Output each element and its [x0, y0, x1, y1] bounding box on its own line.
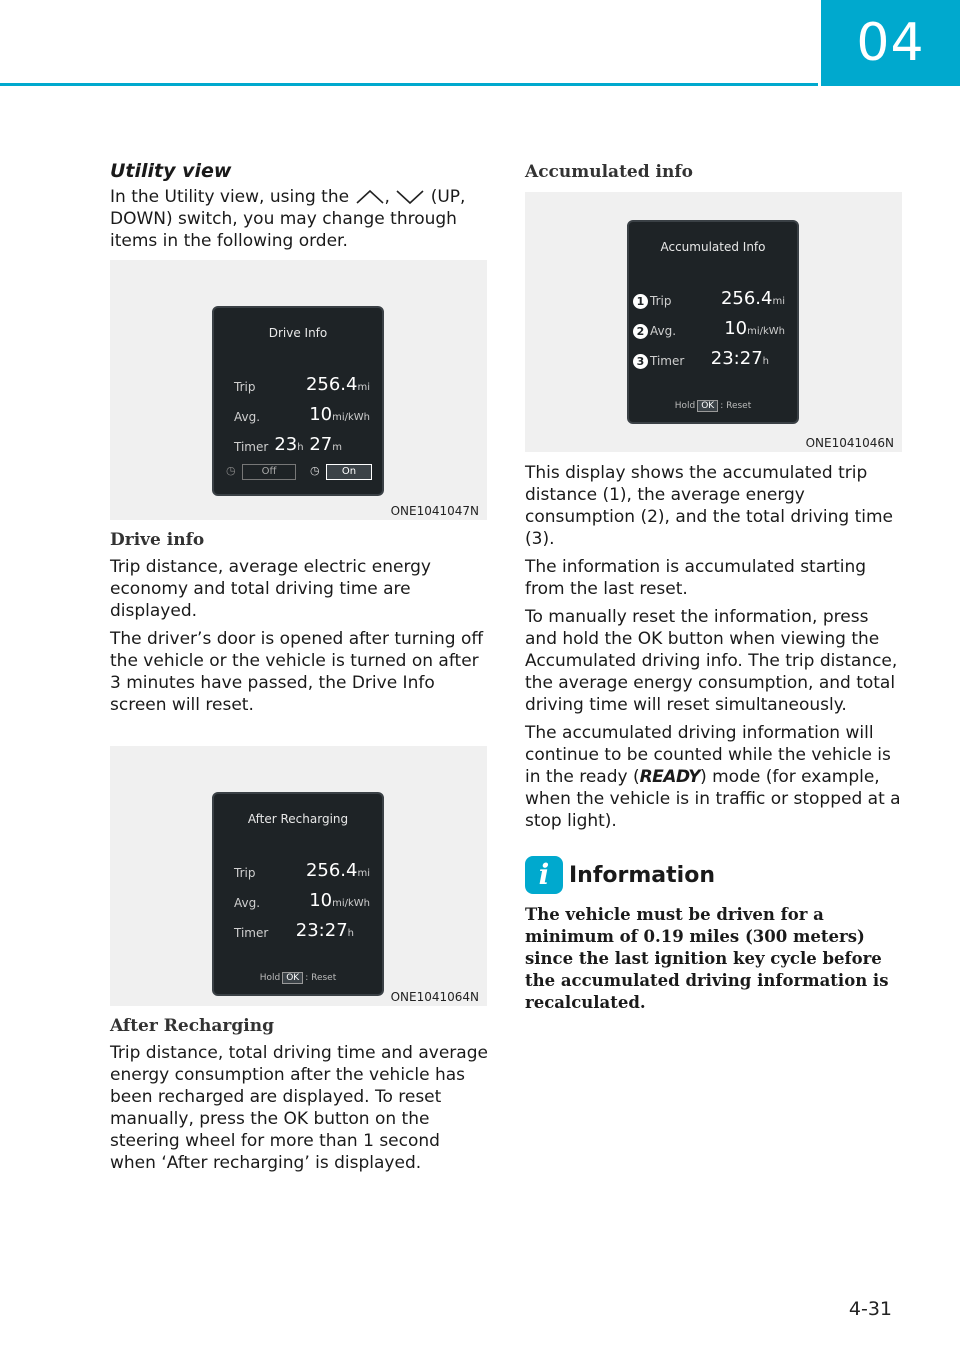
drive-info-p2: The driver’s door is opened after turning off the vehicle or the vehicle is turned on after 3 minutes have passed, the Drive Info screen will reset.: [110, 629, 484, 715]
information-title: Information: [569, 862, 715, 888]
drive-info-p1: Trip distance, average electric energy economy and total driving time are displayed.: [110, 557, 431, 621]
avg-label: 2 Avg.: [633, 324, 676, 339]
trip-row: [234, 374, 370, 398]
chevron-down-icon: [395, 189, 425, 205]
drive-info-screen: [212, 306, 384, 496]
accumulated-info-screen: [627, 220, 799, 424]
avg-value: 10mi/kWh: [309, 404, 370, 425]
timer-label: Timer: [234, 926, 269, 940]
trip-value: 256.4mi: [305, 374, 370, 395]
timer-row: [633, 348, 785, 372]
figure-code: ONE1041064N: [390, 990, 479, 1004]
screen-title: Accumulated Info: [660, 240, 766, 254]
page-number: 4-31: [848, 1298, 892, 1320]
figure-code: ONE1041046N: [805, 436, 894, 450]
intro-text-2: ,: [384, 187, 390, 207]
avg-row: [633, 318, 785, 342]
accumulated-p4: The accumulated driving information will continue to be counted while the vehicle is in the ready (READY) mode (for example, when the vehicle is in traffic or stopped at a stop light).: [525, 723, 901, 831]
chevron-up-icon: [355, 189, 385, 205]
figure-code: ONE1041047N: [390, 504, 479, 518]
chapter-number: 04: [821, 0, 960, 86]
trip-clock-icon: ◷: [226, 464, 236, 477]
avg-label: Avg.: [234, 896, 261, 910]
off-option: Off: [242, 464, 296, 480]
timer-value: 23:27h: [710, 348, 769, 369]
trip-row: [633, 288, 785, 312]
screen-title: After Recharging: [247, 812, 349, 826]
trip-label: Trip: [234, 866, 256, 880]
reset-hint: Hold OK : Reset: [259, 973, 337, 983]
avg-row: [234, 404, 370, 428]
after-recharging-screen: [212, 792, 384, 996]
drive-info-figure: [110, 260, 487, 520]
information-text: The vehicle must be driven for a minimum of 0.19 miles (300 meters) since the last ignition key cycle before the accumulated driving information is recalculated.: [525, 905, 889, 1012]
intro-paragraph: [110, 186, 488, 252]
drive-info-heading: Drive info: [110, 530, 205, 550]
left-column: [110, 160, 488, 1180]
trip-label: Trip: [234, 380, 256, 394]
info-icon: i: [525, 856, 563, 894]
mode-toggle: [226, 464, 372, 482]
header-rule: [0, 83, 818, 86]
timer-label: 3 Timer: [633, 354, 684, 369]
accumulated-p2: The information is accumulated starting from the last reset.: [525, 557, 867, 599]
avg-label: Avg.: [234, 410, 261, 424]
trip-label: 1 Trip: [633, 294, 671, 309]
intro-text-1: In the Utility view, using the: [110, 187, 350, 207]
avg-value: 10mi/kWh: [309, 890, 370, 911]
auto-clock-icon: ◷: [310, 464, 320, 477]
right-column: [525, 160, 903, 1014]
trip-value: 256.4mi: [720, 288, 785, 309]
timer-row: [234, 920, 370, 944]
reset-hint: Hold OK : Reset: [674, 401, 752, 411]
accumulated-p3: To manually reset the information, press and hold the OK button when viewing the Accumulated driving info. The trip distance, the average energy consumption, and total driving time will reset simultaneously.: [525, 607, 898, 715]
timer-value: 23h 27m: [274, 434, 342, 455]
ready-indicator: READY: [639, 767, 701, 787]
intro-text-3: (UP, DOWN) switch, you may change through items in the following order.: [110, 187, 466, 251]
after-recharging-heading: After Recharging: [110, 1016, 274, 1036]
avg-row: [234, 890, 370, 914]
avg-value: 10mi/kWh: [724, 318, 785, 339]
section-title: Utility view: [110, 160, 232, 182]
accumulated-info-figure: [525, 192, 902, 452]
on-option: On: [326, 464, 372, 480]
timer-label: Timer: [234, 440, 269, 454]
after-recharging-p1: Trip distance, total driving time and average energy consumption after the vehicle has been recharged are displayed. To reset manually, press the OK button on the steering wheel for more than 1 second when ‘After recharging’ is displayed.: [110, 1043, 488, 1173]
accumulated-p1: This display shows the accumulated trip distance (1), the average energy consumption (2), and the total driving time (3).: [525, 463, 893, 549]
accumulated-heading: Accumulated info: [525, 162, 694, 182]
information-header: [525, 856, 903, 894]
trip-value: 256.4mi: [305, 860, 370, 881]
timer-row: [234, 434, 370, 458]
trip-row: [234, 860, 370, 884]
timer-value: 23:27h: [295, 920, 354, 941]
after-recharging-figure: [110, 746, 487, 1006]
screen-title: Drive Info: [268, 326, 328, 340]
